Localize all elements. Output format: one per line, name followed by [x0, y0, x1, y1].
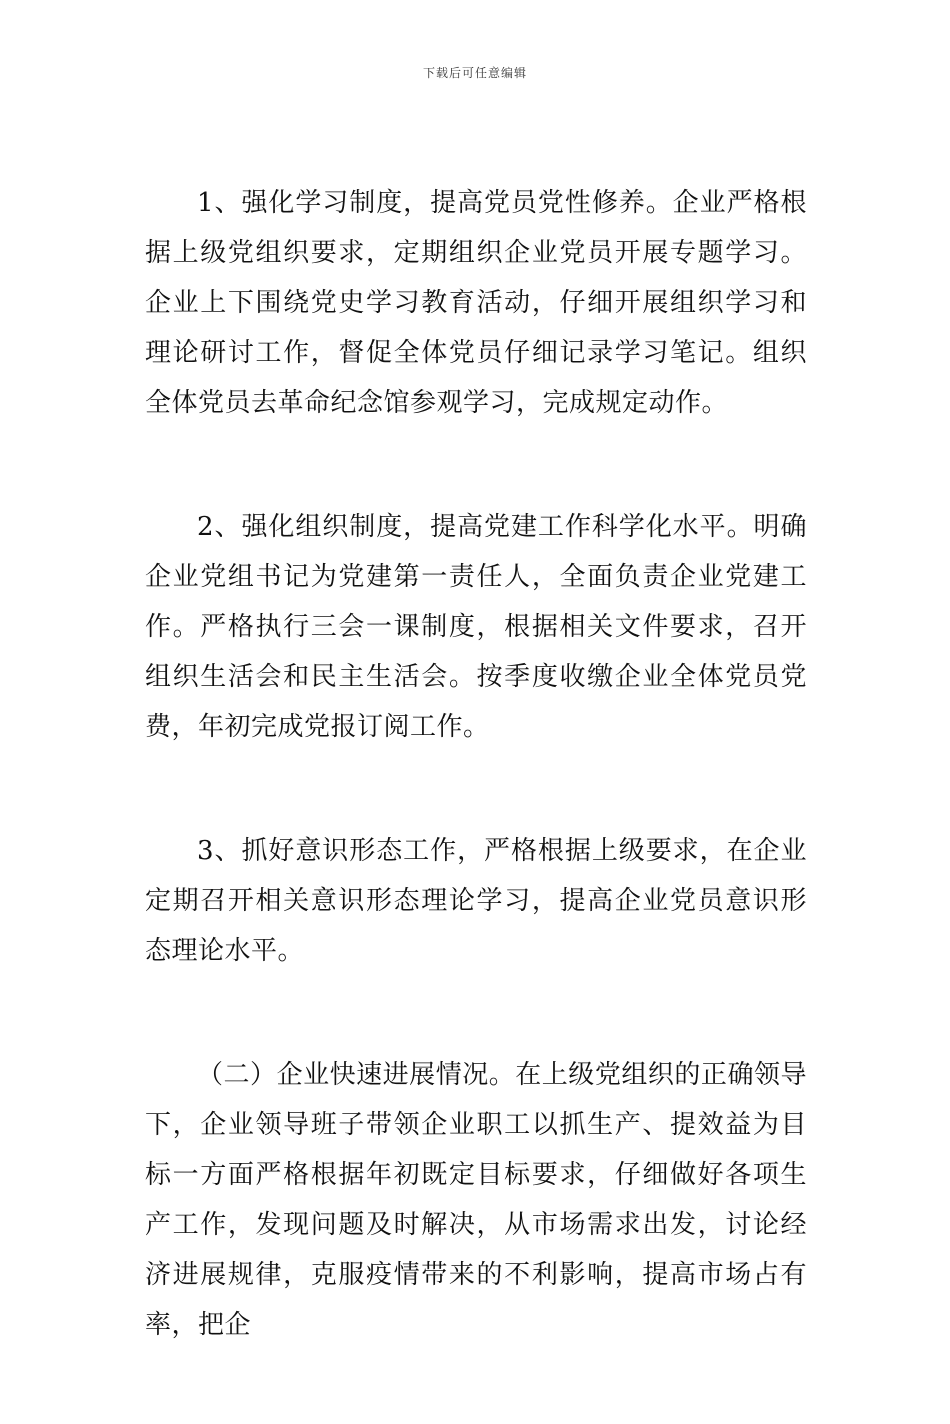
- paragraph-ideology-work: 3、抓好意识形态工作，严格根据上级要求，在企业定期召开相关意识形态理论学习，提高企业党员意识形态理论水平。: [145, 836, 807, 966]
- paragraph-organization-system: 2、强化组织制度，提高党建工作科学化水平。明确企业党组书记为党建第一责任人，全面负责企业党建工作。严格执行三会一课制度，根据相关文件要求，召开组织生活会和民主生活会。按季度收缴企业全体党员党费，年初完成党报订阅工作。: [145, 512, 807, 742]
- header-note: 下载后可任意编辑: [422, 66, 527, 80]
- paragraph-enterprise-progress: （二）企业快速进展情况。在上级党组织的正确领导下，企业领导班子带领企业职工以抓生产、提效益为目标一方面严格根据年初既定目标要求，仔细做好各项生产工作，发现问题及时解决，从市场需求出发，讨论经济进展规律，克服疫情带来的不利影响，提高市场占有率，把企: [145, 1060, 807, 1340]
- document-body: [145, 178, 807, 1424]
- paragraph-study-system: 1、强化学习制度，提高党员党性修养。企业严格根据上级党组织要求，定期组织企业党员开展专题学习。企业上下围绕党史学习教育活动，仔细开展组织学习和理论研讨工作，督促全体党员仔细记录学习笔记。组织全体党员去革命纪念馆参观学习，完成规定动作。: [145, 188, 807, 418]
